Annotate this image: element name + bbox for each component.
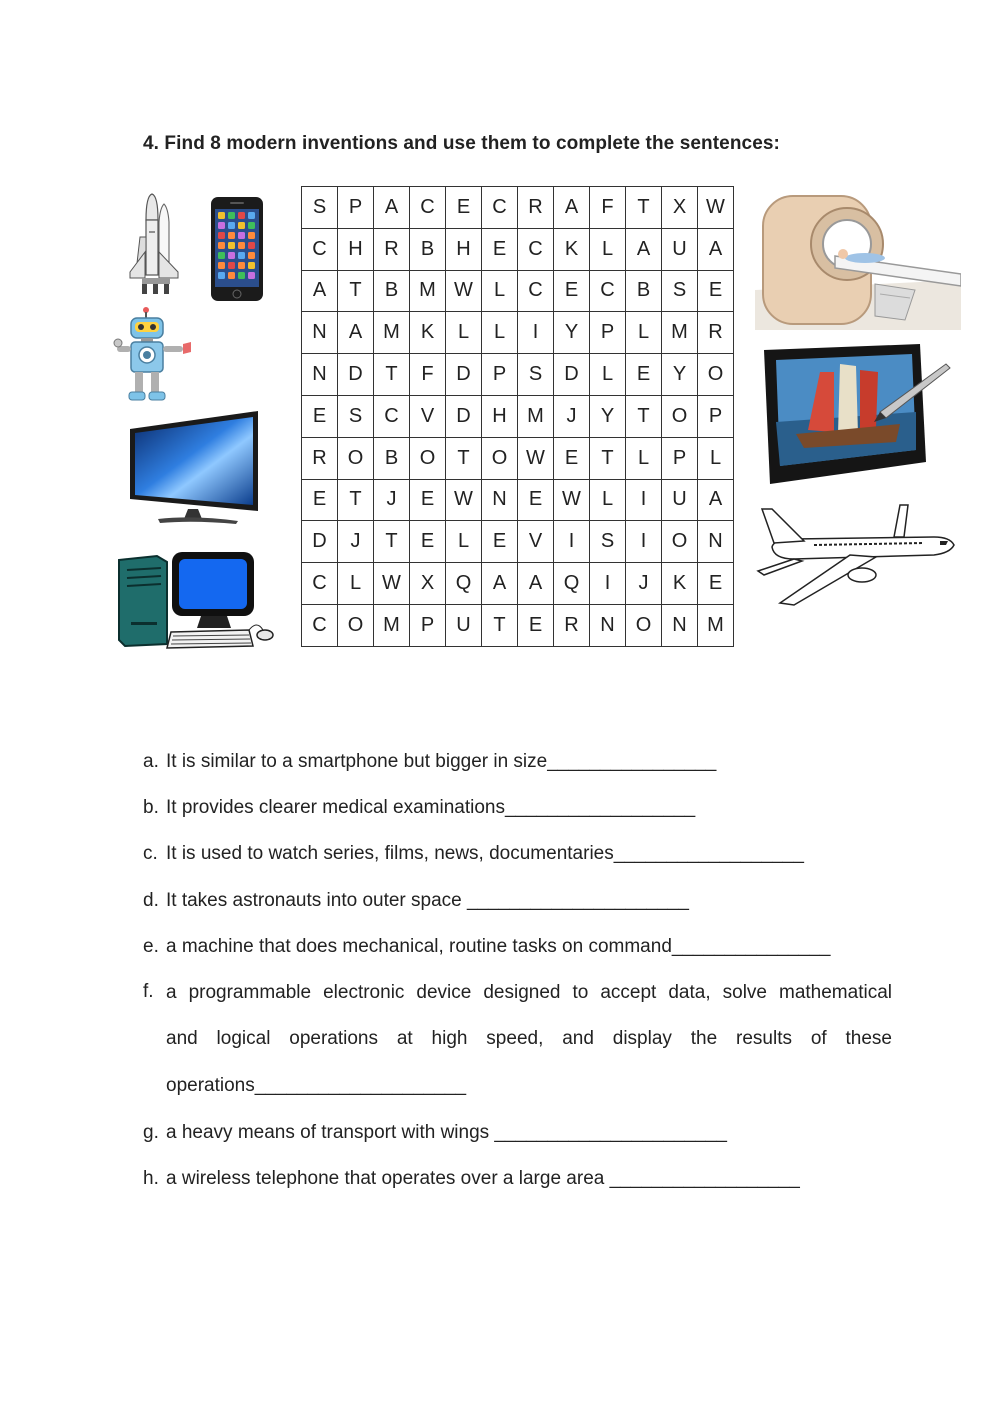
grid-cell: O	[662, 521, 698, 563]
grid-cell: A	[626, 228, 662, 270]
grid-cell: M	[374, 604, 410, 646]
question-a	[143, 750, 716, 774]
grid-cell: M	[374, 312, 410, 354]
grid-cell: C	[374, 395, 410, 437]
grid-cell: D	[446, 354, 482, 396]
grid-cell: O	[338, 437, 374, 479]
grid-cell: E	[626, 354, 662, 396]
grid-cell: B	[410, 228, 446, 270]
grid-cell: C	[518, 270, 554, 312]
grid-cell: B	[626, 270, 662, 312]
grid-cell: I	[590, 563, 626, 605]
grid-cell: A	[698, 479, 734, 521]
grid-cell: O	[662, 395, 698, 437]
grid-cell: R	[518, 187, 554, 229]
grid-cell: O	[626, 604, 662, 646]
grid-cell: W	[518, 437, 554, 479]
grid-cell: T	[338, 479, 374, 521]
grid-cell: N	[662, 604, 698, 646]
grid-cell: F	[590, 187, 626, 229]
grid-cell: N	[302, 354, 338, 396]
grid-cell: T	[626, 187, 662, 229]
grid-cell: L	[698, 437, 734, 479]
grid-cell: N	[698, 521, 734, 563]
grid-row	[302, 354, 734, 396]
grid-cell: M	[518, 395, 554, 437]
grid-cell: A	[698, 228, 734, 270]
grid-cell: A	[518, 563, 554, 605]
smartphone-picture	[210, 196, 264, 302]
grid-cell: C	[302, 228, 338, 270]
grid-cell: J	[374, 479, 410, 521]
grid-cell: E	[410, 479, 446, 521]
grid-cell: E	[554, 270, 590, 312]
grid-row	[302, 437, 734, 479]
grid-cell: C	[302, 563, 338, 605]
grid-cell: M	[698, 604, 734, 646]
grid-row	[302, 521, 734, 563]
question-text-line: and logical operations at high speed, and display the results of these	[166, 1028, 892, 1049]
grid-cell: O	[338, 604, 374, 646]
grid-cell: V	[518, 521, 554, 563]
grid-cell: L	[590, 228, 626, 270]
grid-cell: T	[338, 270, 374, 312]
question-letter: b.	[143, 797, 159, 818]
grid-cell: D	[338, 354, 374, 396]
grid-cell: I	[626, 521, 662, 563]
grid-cell: T	[590, 437, 626, 479]
grid-cell: I	[626, 479, 662, 521]
grid-cell: F	[410, 354, 446, 396]
grid-cell: R	[554, 604, 590, 646]
grid-row	[302, 228, 734, 270]
grid-cell: K	[554, 228, 590, 270]
question-letter: e.	[143, 936, 159, 957]
grid-cell: E	[302, 395, 338, 437]
grid-cell: P	[482, 354, 518, 396]
grid-cell: W	[446, 479, 482, 521]
grid-cell: W	[446, 270, 482, 312]
grid-cell: W	[554, 479, 590, 521]
grid-cell: L	[482, 270, 518, 312]
grid-row	[302, 395, 734, 437]
grid-cell: V	[410, 395, 446, 437]
grid-cell: L	[446, 312, 482, 354]
grid-cell: T	[374, 354, 410, 396]
grid-cell: A	[482, 563, 518, 605]
robot-picture	[113, 306, 195, 404]
grid-cell: Q	[554, 563, 590, 605]
grid-cell: Y	[554, 312, 590, 354]
grid-cell: J	[626, 563, 662, 605]
grid-cell: I	[518, 312, 554, 354]
grid-cell: L	[338, 563, 374, 605]
grid-cell: S	[662, 270, 698, 312]
grid-cell: W	[374, 563, 410, 605]
grid-cell: H	[482, 395, 518, 437]
grid-cell: N	[482, 479, 518, 521]
airplane-picture	[754, 503, 956, 607]
grid-cell: K	[662, 563, 698, 605]
grid-cell: R	[698, 312, 734, 354]
grid-cell: M	[662, 312, 698, 354]
grid-cell: L	[590, 354, 626, 396]
grid-cell: C	[482, 187, 518, 229]
question-text-line: operations____________________	[166, 1075, 467, 1096]
grid-cell: U	[662, 479, 698, 521]
grid-cell: I	[554, 521, 590, 563]
grid-cell: R	[302, 437, 338, 479]
grid-cell: E	[482, 521, 518, 563]
grid-cell: S	[338, 395, 374, 437]
question-text: a heavy means of transport with wings ______________________	[166, 1122, 727, 1143]
question-letter: c.	[143, 843, 158, 864]
grid-cell: P	[338, 187, 374, 229]
grid-cell: E	[518, 479, 554, 521]
grid-cell: K	[410, 312, 446, 354]
grid-cell: O	[410, 437, 446, 479]
grid-cell: E	[302, 479, 338, 521]
question-letter: h.	[143, 1168, 159, 1189]
grid-cell: Q	[446, 563, 482, 605]
television-picture	[128, 409, 261, 527]
question-letter: d.	[143, 890, 159, 911]
grid-cell: R	[374, 228, 410, 270]
grid-cell: L	[482, 312, 518, 354]
grid-cell: P	[590, 312, 626, 354]
grid-cell: B	[374, 437, 410, 479]
grid-cell: P	[698, 395, 734, 437]
grid-cell: J	[338, 521, 374, 563]
question-text: a wireless telephone that operates over a large area __________________	[166, 1168, 800, 1189]
grid-cell: D	[554, 354, 590, 396]
grid-cell: L	[626, 312, 662, 354]
grid-row	[302, 187, 734, 229]
grid-cell: C	[518, 228, 554, 270]
grid-cell: A	[374, 187, 410, 229]
grid-cell: N	[302, 312, 338, 354]
grid-cell: C	[410, 187, 446, 229]
grid-cell: O	[698, 354, 734, 396]
grid-row	[302, 604, 734, 646]
word-search-grid	[301, 186, 734, 647]
grid-cell: X	[662, 187, 698, 229]
grid-cell: Y	[662, 354, 698, 396]
question-text: a machine that does mechanical, routine tasks on command_______________	[166, 936, 831, 957]
grid-cell: P	[662, 437, 698, 479]
grid-row	[302, 312, 734, 354]
grid-cell: T	[626, 395, 662, 437]
grid-cell: D	[446, 395, 482, 437]
question-text: It takes astronauts into outer space _____________________	[166, 890, 689, 911]
grid-cell: W	[698, 187, 734, 229]
question-c	[143, 842, 804, 866]
grid-cell: X	[410, 563, 446, 605]
grid-cell: C	[302, 604, 338, 646]
grid-cell: A	[554, 187, 590, 229]
question-text: It is used to watch series, films, news, documentaries__________________	[166, 843, 804, 864]
grid-cell: M	[410, 270, 446, 312]
grid-cell: T	[446, 437, 482, 479]
grid-cell: L	[446, 521, 482, 563]
grid-cell: E	[698, 270, 734, 312]
grid-cell: E	[554, 437, 590, 479]
grid-cell: L	[626, 437, 662, 479]
question-text-line: a programmable electronic device designed to accept data, solve mathematical	[166, 982, 892, 1003]
question-text: It provides clearer medical examinations__________________	[166, 797, 696, 818]
computer-picture	[117, 550, 275, 650]
grid-row	[302, 270, 734, 312]
grid-cell: E	[446, 187, 482, 229]
spacecraft-picture	[128, 192, 184, 300]
question-letter: a.	[143, 751, 159, 772]
grid-cell: Y	[590, 395, 626, 437]
question-e	[143, 935, 830, 959]
grid-cell: U	[446, 604, 482, 646]
question-b	[143, 796, 695, 820]
grid-cell: U	[662, 228, 698, 270]
grid-cell: E	[518, 604, 554, 646]
grid-cell: D	[302, 521, 338, 563]
grid-cell: E	[482, 228, 518, 270]
question-letter: f.	[143, 981, 154, 1002]
grid-cell: P	[410, 604, 446, 646]
grid-cell: O	[482, 437, 518, 479]
grid-cell: E	[698, 563, 734, 605]
grid-cell: T	[374, 521, 410, 563]
grid-cell: H	[446, 228, 482, 270]
grid-cell: B	[374, 270, 410, 312]
grid-cell: S	[590, 521, 626, 563]
grid-cell: S	[518, 354, 554, 396]
question-text: It is similar to a smartphone but bigger in size________________	[166, 751, 717, 772]
medical-scanner-picture	[755, 194, 961, 330]
grid-cell: N	[590, 604, 626, 646]
grid-cell: S	[302, 187, 338, 229]
grid-row	[302, 563, 734, 605]
question-g	[143, 1121, 727, 1145]
grid-cell: C	[590, 270, 626, 312]
grid-cell: L	[590, 479, 626, 521]
grid-cell: E	[410, 521, 446, 563]
question-letter: g.	[143, 1122, 159, 1143]
exercise-title: 4. Find 8 modern inventions and use them to complete the sentences:	[143, 133, 780, 154]
grid-cell: H	[338, 228, 374, 270]
grid-row	[302, 479, 734, 521]
tablet-picture	[760, 342, 952, 486]
grid-cell: T	[482, 604, 518, 646]
grid-cell: A	[338, 312, 374, 354]
question-d	[143, 889, 689, 913]
grid-cell: J	[554, 395, 590, 437]
grid-cell: A	[302, 270, 338, 312]
question-h	[143, 1167, 800, 1191]
